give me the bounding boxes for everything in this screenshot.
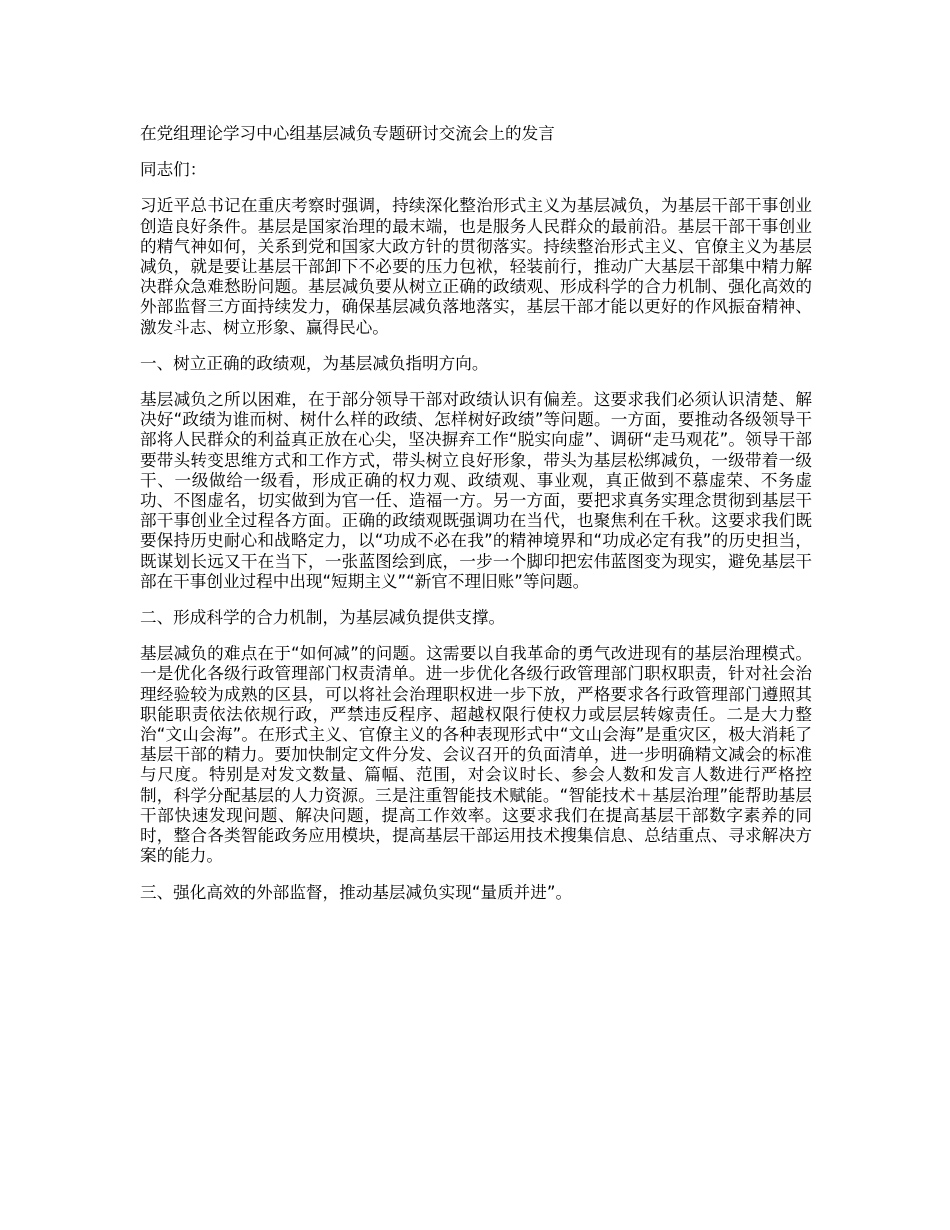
section-heading-2: 二、形成科学的合力机制，为基层减负提供支撑。 [140,608,506,628]
section-1-paragraph: 基层减负之所以困难，在于部分领导干部对政绩认识有偏差。这要求我们必须认识清楚、解决好“政绩为谁而树、树什么样的政绩、怎样树好政绩”等问题。一方面，要推动各级领导干部将人民群众的利益真正放在心尖，坚决摒弃工作“脱实向虚”、调研“走马观花”。领导干部要带头转变思维方式和工作方式，带头树立良好形象，带头为基层松绑减负，一级带着一级干、一级做给一级看，形成正确的权力观、政绩观、事业观，真正做到不慕虚荣、不务虚功、不图虚名，切实做到为官一任、造福一方。另一方面，要把求真务实理念贯彻到基层干部干事创业全过程各方面。正确的政绩观既强调功在当代，也聚焦利在千秋。这要求我们既要保持历史耐心和战略定力，以“功成不必在我”的精神境界和“功成必定有我”的历史担当，既谋划长远又干在当下，一张蓝图绘到底，一步一个脚印把宏伟蓝图变为现实，避免基层干部在干事创业过程中出现“短期主义”“新官不理旧账”等问题。 [140,390,812,591]
intro-paragraph: 习近平总书记在重庆考察时强调，持续深化整治形式主义为基层减负，为基层干部干事创业创造良好条件。基层是国家治理的最末端，也是服务人民群众的最前沿。基层干部干事创业的精气神如何，关系到党和国家大政方针的贯彻落实。持续整治形式主义、官僚主义为基层减负，就是要让基层干部卸下不必要的压力包袱，轻装前行，推动广大基层干部集中精力解决群众急难愁盼问题。基层减负要从树立正确的政绩观、形成科学的合力机制、强化高效的外部监督三方面持续发力，确保基层减负落地落实，基层干部才能以更好的作风振奋精神、激发斗志、树立形象、赢得民心。 [140,196,812,337]
section-heading-1: 一、树立正确的政绩观，为基层减负指明方向。 [140,353,489,373]
section-2-paragraph: 基层减负的难点在于“如何减”的问题。这需要以自我革命的勇气改进现有的基层治理模式。一是优化各级行政管理部门权责清单。进一步优化各级行政管理部门职权职责，针对社会治理经验较为成熟的区县，可以将社会治理职权进一步下放，严格要求各行政管理部门遵照其职能职责依法依规行政，严禁违反程序、超越权限行使权力或层层转嫁责任。二是大力整治“文山会海”。在形式主义、官僚主义的各种表现形式中“文山会海”是重灾区，极大消耗了基层干部的精力。要加快制定文件分发、会议召开的负面清单，进一步明确精文减会的标准与尺度。特别是对发文数量、篇幅、范围，对会议时长、参会人数和发言人数进行严格控制，科学分配基层的人力资源。三是注重智能技术赋能。“智能技术＋基层治理”能帮助基层干部快速发现问题、解决问题，提高工作效率。这要求我们在提高基层干部数字素养的同时，整合各类智能政务应用模块，提高基层干部运用技术搜集信息、总结重点、寻求解决方案的能力。 [140,644,812,866]
document-page [140,124,812,919]
section-heading-3: 三、强化高效的外部监督，推动基层减负实现“量质并进”。 [140,882,573,902]
greeting: 同志们： [140,160,207,180]
document-title: 在党组理论学习中心组基层减负专题研讨交流会上的发言 [140,124,555,143]
